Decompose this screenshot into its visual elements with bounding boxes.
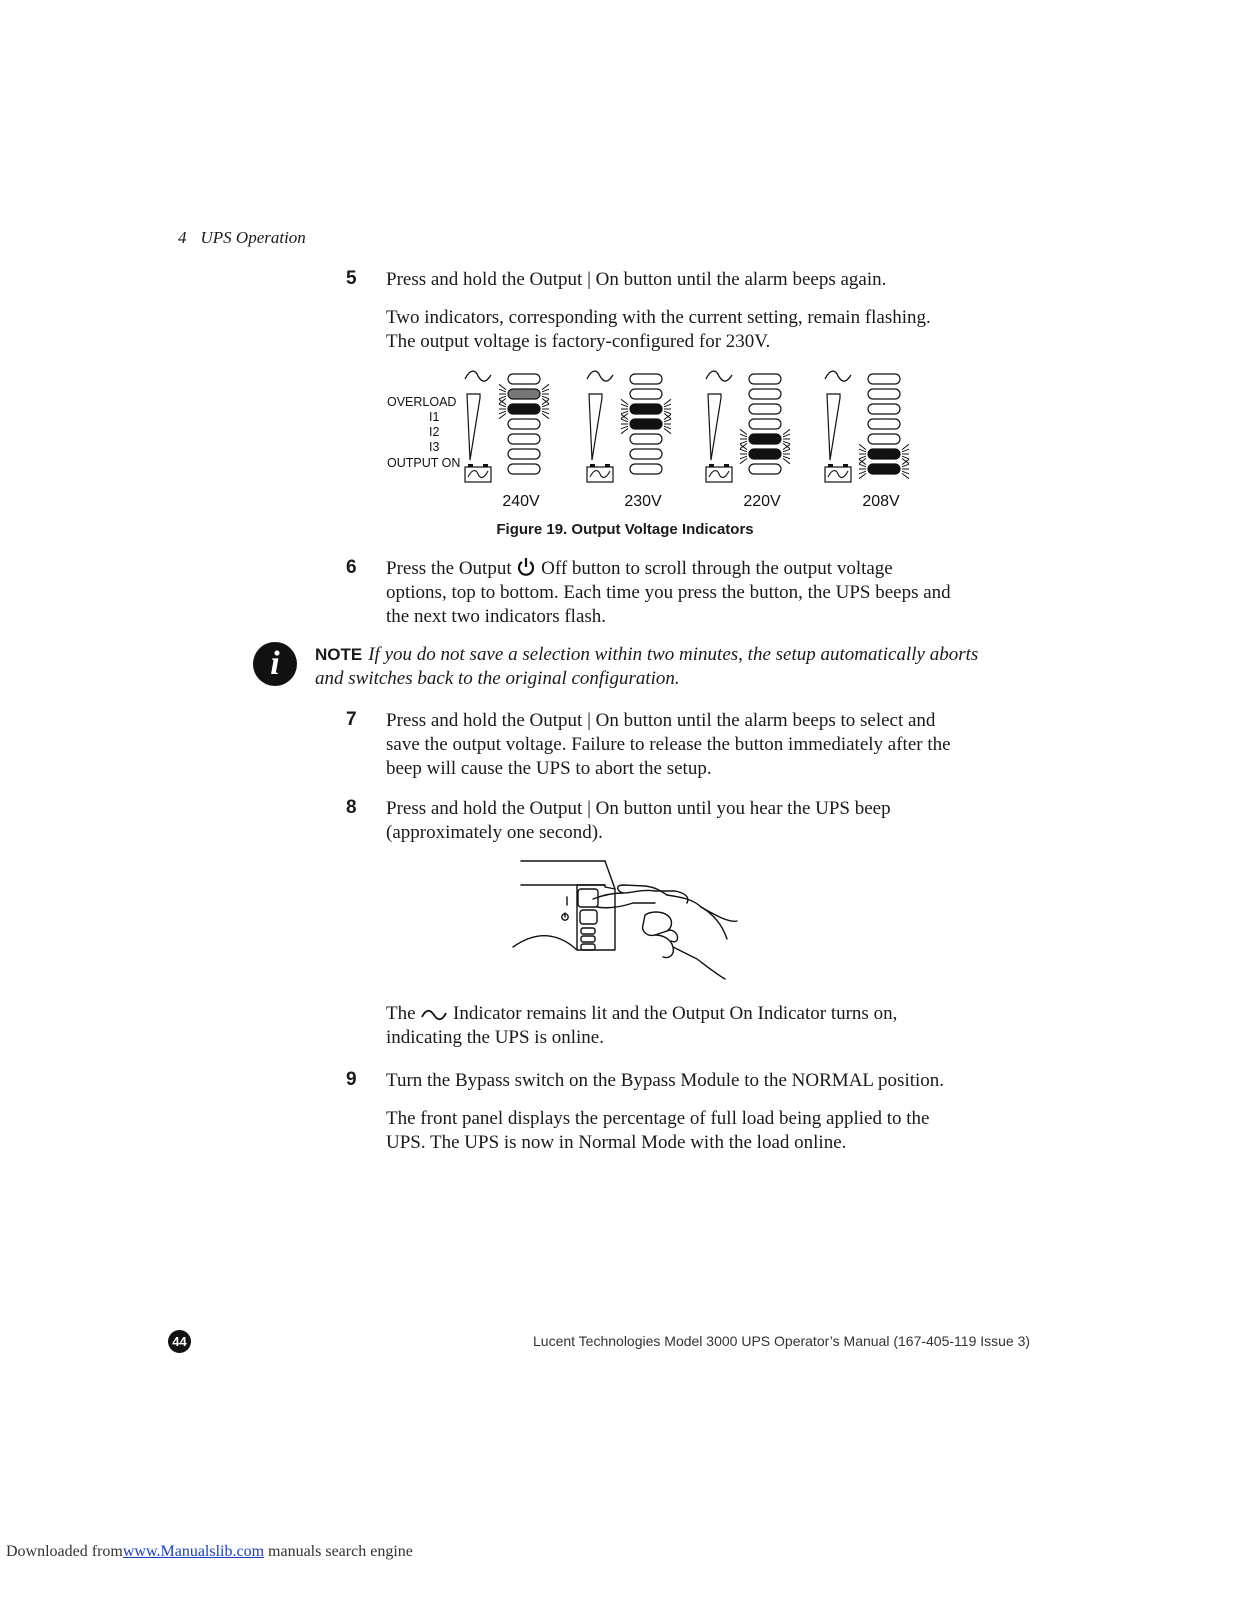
step-7-text: Press and hold the Output | On button until the alarm beeps to select and save the output voltage. Failure to release the button immediately after the beep will cause the UPS to abort the setup. (386, 710, 951, 779)
page-number-badge: 44 (168, 1330, 191, 1353)
indicator-lamp (630, 434, 662, 444)
level-3-label: I3 (429, 440, 440, 454)
indicator-lamp (868, 434, 900, 444)
figure-caption: Figure 19. Output Voltage Indicators (496, 521, 754, 538)
manualslib-link[interactable]: www.Manualslib.com (122, 1543, 265, 1560)
step-5-detail: Two indicators, corresponding with the current setting, remain flashing. The output voltage is factory-configured for 230V. (386, 307, 931, 352)
indicator-lamp (868, 404, 900, 414)
indicator-lamp (868, 389, 900, 399)
ac-sine-icon (587, 371, 613, 381)
indicator-lamp (749, 404, 781, 414)
indicator-lamp (508, 464, 540, 474)
footer-manual-title: Lucent Technologies Model 3000 UPS Operator’s Manual (167-405-119 Issue 3) (533, 1333, 1031, 1349)
load-bar-icon (589, 394, 602, 460)
indicator-lamp (508, 449, 540, 459)
indicator-lamp (508, 404, 540, 414)
overload-label: OVERLOAD (387, 395, 457, 409)
voltage-label: 240V (502, 493, 540, 510)
output-voltage-figure (380, 365, 920, 515)
level-2-label: I2 (429, 425, 440, 439)
indicator-lamp (630, 389, 662, 399)
step-8-number: 8 (346, 797, 357, 818)
indicator-panel (706, 371, 790, 510)
load-bar-icon (827, 394, 840, 460)
battery-icon (825, 464, 851, 482)
step-8-detail: The Indicator remains lit and the Output On Indicator turns on, indicating the UPS is online. (386, 1003, 898, 1048)
load-bar-icon (467, 394, 480, 460)
note-label: NOTE (315, 645, 363, 664)
step-9-text: Turn the Bypass switch on the Bypass Module to the NORMAL position. (386, 1070, 945, 1091)
indicator-lamp (630, 404, 662, 414)
section-title: UPS Operation (200, 228, 306, 247)
indicator-lamp (749, 419, 781, 429)
indicator-panel (825, 371, 909, 510)
chapter-number: 4 (178, 228, 187, 247)
ac-sine-icon (420, 1008, 448, 1022)
level-1-label: I1 (429, 410, 440, 424)
voltage-label: 230V (624, 493, 662, 510)
hand-pressing-button-illustration (505, 855, 745, 985)
indicator-lamp (630, 419, 662, 429)
indicator-lamp (508, 389, 540, 399)
indicator-panel (465, 371, 549, 510)
indicator-lamp (749, 374, 781, 384)
ac-sine-icon (825, 371, 851, 381)
indicator-lamp (868, 464, 900, 474)
indicator-lamp (868, 374, 900, 384)
voltage-label: 208V (862, 493, 900, 510)
step-6-number: 6 (346, 557, 357, 578)
indicator-lamp (749, 464, 781, 474)
step-7-number: 7 (346, 709, 357, 730)
note-text: NOTE If you do not save a selection within two minutes, the setup automatically aborts and switches back to the original configuration. (315, 644, 979, 689)
download-notice: Downloaded fromwww.Manualslib.com manuals search engine (6, 1543, 413, 1560)
info-icon: i (253, 642, 297, 686)
output-on-label: OUTPUT ON (387, 456, 461, 470)
indicator-lamp (868, 419, 900, 429)
running-header (178, 228, 306, 248)
indicator-lamp (749, 389, 781, 399)
step-6-text: Press the Output Off button to scroll through the output voltage options, top to bottom. Each time you press the button, the UPS beeps and the next two indicators flash. (386, 558, 951, 627)
battery-icon (706, 464, 732, 482)
load-bar-icon (708, 394, 721, 460)
step-8-text: Press and hold the Output | On button until you hear the UPS beep (approximately one second). (386, 798, 891, 843)
step-5-number: 5 (346, 268, 357, 289)
indicator-panel (587, 371, 671, 510)
step-9-detail: The front panel displays the percentage of full load being applied to the UPS. The UPS is now in Normal Mode with the load online. (386, 1108, 930, 1153)
power-icon (516, 557, 536, 577)
indicator-lamp (508, 419, 540, 429)
indicator-lamp (868, 449, 900, 459)
step-5-text: Press and hold the Output | On button until the alarm beeps again. (386, 269, 887, 290)
ac-sine-icon (465, 371, 491, 381)
indicator-lamp (749, 434, 781, 444)
indicator-lamp (630, 464, 662, 474)
indicator-lamp (630, 449, 662, 459)
step-9-number: 9 (346, 1069, 357, 1090)
indicator-lamp (630, 374, 662, 384)
indicator-lamp (508, 374, 540, 384)
ac-sine-icon (706, 371, 732, 381)
voltage-label: 220V (743, 493, 781, 510)
indicator-lamp (508, 434, 540, 444)
indicator-lamp (749, 449, 781, 459)
battery-icon (587, 464, 613, 482)
battery-icon (465, 464, 491, 482)
